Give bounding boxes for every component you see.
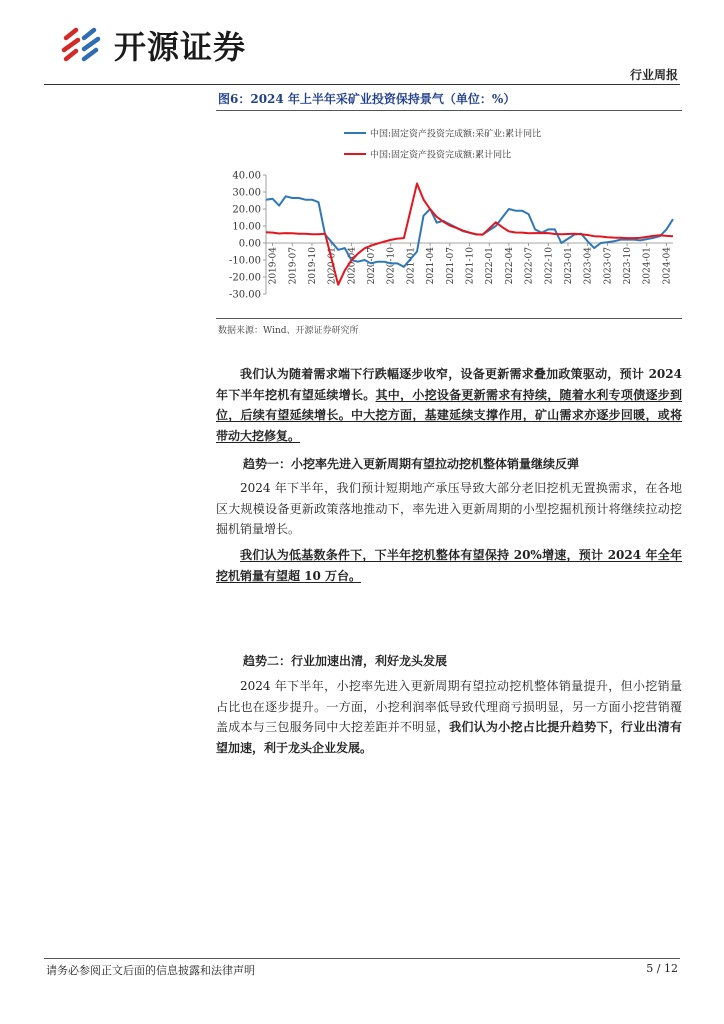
line-chart — [216, 112, 682, 316]
page-number: 5 / 12 — [646, 962, 678, 975]
figure-title: 图6：2024 年上半年采矿业投资保持景气（单位：%） — [218, 92, 516, 106]
logo-text: 开源证券 — [114, 28, 247, 66]
y-tick-label: 0.00 — [238, 238, 261, 250]
y-tick-label: -30.00 — [228, 289, 261, 301]
x-tick-label: 2024-04 — [662, 247, 673, 285]
footer-disclaimer: 请务必参阅正文后面的信息披露和法律声明 — [46, 964, 255, 977]
x-tick-label: 2024-01 — [642, 247, 653, 285]
x-tick-label: 2023-07 — [603, 247, 614, 285]
x-tick-label: 2019-07 — [288, 247, 299, 285]
figure-top-rule — [216, 110, 682, 111]
x-tick-label: 2020-07 — [367, 247, 378, 285]
header-divider — [44, 84, 680, 85]
outlook-summary: 我们认为随着需求端下行跌幅逐步收窄，设备更新需求叠加政策驱动，预计 2024 年下半年挖机有望延续增长。 — [216, 367, 682, 402]
x-tick-label: 2023-01 — [563, 247, 574, 285]
legend-label-2: 中国:固定资产投资完成额:累计同比 — [370, 150, 512, 161]
trend-two-heading: 趋势二：行业加速出清，利好龙头发展 — [243, 654, 448, 668]
x-tick-label: 2019-04 — [268, 247, 279, 285]
company-logo — [58, 22, 246, 68]
paragraph-trend-one: 2024 年下半年，我们预计短期地产承压导致大部分老旧挖机无置换需求，在各地区大规模设备更新政策落地推动下，率先进入更新周期的小型挖掘机预计将继续拉动挖掘机销量增长。 — [216, 481, 682, 536]
legend-label-1: 中国:固定资产投资完成额:采矿业:累计同比 — [370, 129, 542, 140]
trend-one-heading: 趋势一：小挖率先进入更新周期有望拉动挖机整体销量继续反弹 — [243, 457, 580, 471]
x-tick-label: 2022-10 — [544, 247, 555, 285]
outlook-detail: 其中，小挖设备更新需求有持续，随着水利专项债逐步到位，后续有望延续增长。中大挖方面，基建延续支撑作用，矿山需求亦逐步回暖，或将带动大挖修复。 — [216, 387, 682, 443]
y-tick-label: 20.00 — [232, 204, 261, 216]
trend-two-conclusion: 我们认为小挖占比提升趋势下，行业出清有望加速，利于龙头企业发展。 — [216, 720, 682, 755]
y-tick-label: 40.00 — [232, 170, 261, 182]
x-tick-label: 2021-07 — [445, 247, 456, 285]
y-tick-label: -20.00 — [228, 272, 261, 284]
paragraph-trend-two — [216, 676, 682, 758]
x-tick-label: 2023-04 — [583, 247, 594, 285]
forecast-text: 我们认为低基数条件下，下半年挖机整体有望保持 20%增速，预计 2024 年全年挖机销量有望超 10 万台。 — [216, 548, 682, 583]
x-tick-label: 2022-01 — [485, 247, 496, 285]
x-tick-label: 2022-04 — [504, 247, 515, 285]
x-tick-label: 2021-04 — [426, 247, 437, 285]
x-tick-label: 2019-10 — [307, 247, 318, 285]
logo-mark-icon — [58, 24, 106, 66]
x-tick-label: 2020-01 — [327, 247, 338, 285]
paragraph-outlook — [216, 364, 682, 446]
y-tick-label: 10.00 — [232, 221, 261, 233]
y-tick-label: 30.00 — [232, 187, 261, 199]
trend-two-body: 2024 年下半年，小挖率先进入更新周期有望拉动挖机整体销量提升，但小挖销量占比也在逐步提升。一方面，小挖利润率低导致代理商亏损明显，另一方面小挖营销覆盖成本与三包服务同中大挖差距并不明显， — [216, 679, 682, 734]
x-tick-label: 2021-01 — [406, 247, 417, 285]
paragraph-forecast — [216, 545, 682, 586]
report-type: 行业周报 — [629, 68, 678, 82]
x-tick-label: 2022-07 — [524, 247, 535, 285]
x-tick-label: 2020-04 — [347, 247, 358, 285]
figure-source: 数据来源：Wind、开源证券研究所 — [218, 326, 359, 336]
figure-bottom-rule — [216, 318, 682, 319]
x-tick-label: 2021-10 — [465, 247, 476, 285]
footer-divider — [44, 958, 680, 959]
x-tick-label: 2023-10 — [623, 247, 634, 285]
y-tick-label: -10.00 — [228, 255, 261, 267]
x-tick-label: 2020-10 — [386, 247, 397, 285]
